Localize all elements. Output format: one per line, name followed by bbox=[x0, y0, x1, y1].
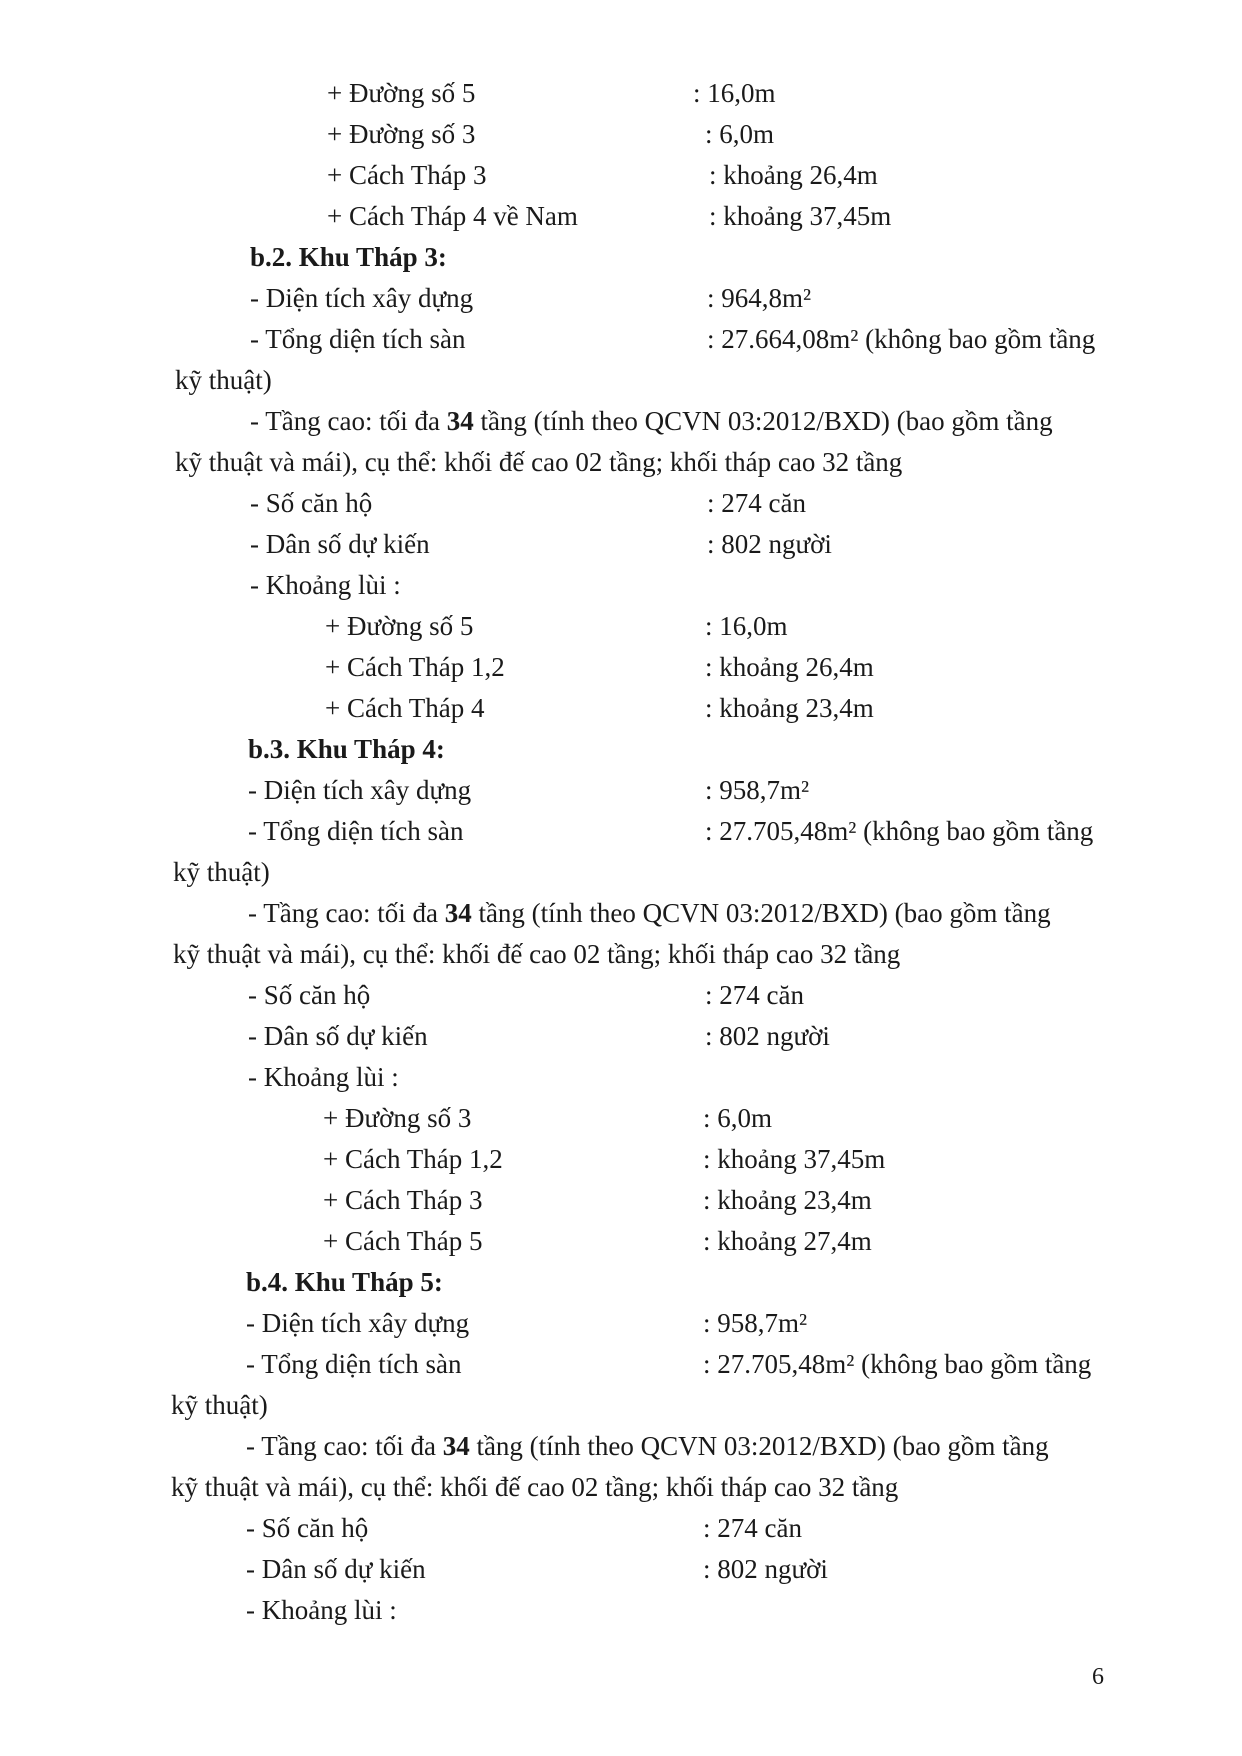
setback-item-value: : khoảng 26,4m bbox=[709, 160, 878, 190]
setback-item-label: + Cách Tháp 4 bbox=[325, 693, 485, 723]
setback-item-label: + Đường số 5 bbox=[325, 611, 474, 641]
area-value: : 958,7m² bbox=[705, 775, 810, 805]
area-value: : 958,7m² bbox=[703, 1308, 808, 1338]
floor-area-label: - Tổng diện tích sàn bbox=[248, 816, 464, 846]
height-text-pre: - Tầng cao: tối đa bbox=[248, 898, 445, 928]
setback-label: - Khoảng lùi : bbox=[246, 1595, 397, 1625]
floor-area-continuation: kỹ thuật) bbox=[175, 365, 272, 395]
height-paragraph bbox=[246, 1429, 1049, 1463]
height-text-post: tầng (tính theo QCVN 03:2012/BXD) (bao gồm tầng bbox=[469, 1431, 1049, 1461]
area-label: - Diện tích xây dựng bbox=[248, 775, 472, 805]
setback-item-value: : 16,0m bbox=[693, 78, 776, 108]
section-heading-tower3: b.2. Khu Tháp 3: bbox=[250, 242, 447, 272]
floor-area-continuation: kỹ thuật) bbox=[171, 1390, 268, 1420]
height-paragraph bbox=[250, 404, 1053, 438]
floor-area-value: : 27.705,48m² (không bao gồm tầng bbox=[705, 816, 1094, 846]
setback-item-label: + Cách Tháp 3 bbox=[323, 1185, 483, 1215]
area-label: - Diện tích xây dựng bbox=[246, 1308, 470, 1338]
setback-label: - Khoảng lùi : bbox=[250, 570, 401, 600]
height-max-floors: 34 bbox=[442, 1431, 470, 1461]
setback-item-value: : 6,0m bbox=[705, 119, 775, 149]
population-value: : 802 người bbox=[705, 1021, 830, 1051]
floor-area-value: : 27.705,48m² (không bao gồm tầng bbox=[703, 1349, 1092, 1379]
page-number: 6 bbox=[1092, 1664, 1104, 1690]
setback-label: - Khoảng lùi : bbox=[248, 1062, 399, 1092]
setback-item-value: : khoảng 37,45m bbox=[709, 201, 892, 231]
population-label: - Dân số dự kiến bbox=[250, 529, 430, 559]
setback-item-label: + Cách Tháp 3 bbox=[327, 160, 487, 190]
floor-area-value: : 27.664,08m² (không bao gồm tầng bbox=[707, 324, 1096, 354]
population-label: - Dân số dự kiến bbox=[246, 1554, 426, 1584]
setback-item-value: : khoảng 23,4m bbox=[705, 693, 874, 723]
height-paragraph bbox=[248, 896, 1051, 930]
setback-item-value: : khoảng 26,4m bbox=[705, 652, 874, 682]
area-label: - Diện tích xây dựng bbox=[250, 283, 474, 313]
population-value: : 802 người bbox=[707, 529, 832, 559]
height-text-post: tầng (tính theo QCVN 03:2012/BXD) (bao gồm tầng bbox=[473, 406, 1053, 436]
setback-item-value: : khoảng 23,4m bbox=[703, 1185, 872, 1215]
setback-item-value: : 16,0m bbox=[705, 611, 788, 641]
height-continuation: kỹ thuật và mái), cụ thể: khối đế cao 02 tầng; khối tháp cao 32 tầng bbox=[173, 939, 901, 969]
floor-area-label: - Tổng diện tích sàn bbox=[246, 1349, 462, 1379]
population-value: : 802 người bbox=[703, 1554, 828, 1584]
floor-area-continuation: kỹ thuật) bbox=[173, 857, 270, 887]
setback-item-label: + Cách Tháp 1,2 bbox=[325, 652, 505, 682]
units-label: - Số căn hộ bbox=[248, 980, 371, 1010]
setback-item-label: + Đường số 3 bbox=[323, 1103, 472, 1133]
section-heading-tower5: b.4. Khu Tháp 5: bbox=[246, 1267, 443, 1297]
setback-item-label: + Cách Tháp 4 về Nam bbox=[327, 201, 578, 231]
setback-item-label: + Cách Tháp 5 bbox=[323, 1226, 483, 1256]
population-label: - Dân số dự kiến bbox=[248, 1021, 428, 1051]
units-label: - Số căn hộ bbox=[246, 1513, 369, 1543]
units-value: : 274 căn bbox=[703, 1513, 802, 1543]
setback-item-value: : khoảng 27,4m bbox=[703, 1226, 872, 1256]
setback-item-value: : khoảng 37,45m bbox=[703, 1144, 886, 1174]
section-heading-tower4: b.3. Khu Tháp 4: bbox=[248, 734, 445, 764]
height-text-pre: - Tầng cao: tối đa bbox=[246, 1431, 443, 1461]
height-continuation: kỹ thuật và mái), cụ thể: khối đế cao 02 tầng; khối tháp cao 32 tầng bbox=[171, 1472, 899, 1502]
height-text-pre: - Tầng cao: tối đa bbox=[250, 406, 447, 436]
setback-item-label: + Đường số 3 bbox=[327, 119, 476, 149]
height-max-floors: 34 bbox=[444, 898, 472, 928]
height-continuation: kỹ thuật và mái), cụ thể: khối đế cao 02 tầng; khối tháp cao 32 tầng bbox=[175, 447, 903, 477]
setback-item-label: + Cách Tháp 1,2 bbox=[323, 1144, 503, 1174]
units-value: : 274 căn bbox=[707, 488, 806, 518]
setback-item-value: : 6,0m bbox=[703, 1103, 773, 1133]
units-value: : 274 căn bbox=[705, 980, 804, 1010]
height-max-floors: 34 bbox=[446, 406, 474, 436]
area-value: : 964,8m² bbox=[707, 283, 812, 313]
setback-item-label: + Đường số 5 bbox=[327, 78, 476, 108]
height-text-post: tầng (tính theo QCVN 03:2012/BXD) (bao gồm tầng bbox=[471, 898, 1051, 928]
floor-area-label: - Tổng diện tích sàn bbox=[250, 324, 466, 354]
units-label: - Số căn hộ bbox=[250, 488, 373, 518]
